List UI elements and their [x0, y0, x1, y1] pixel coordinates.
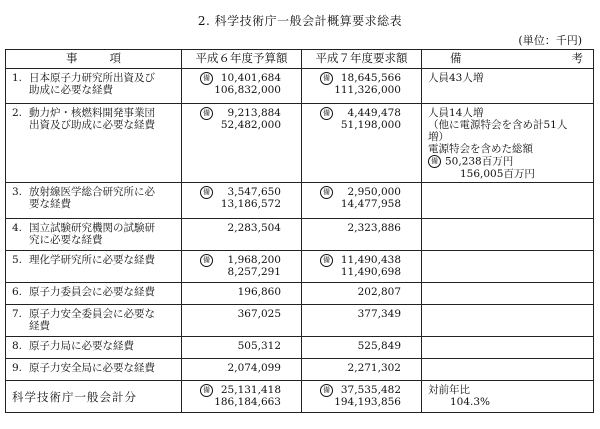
header-item: 事項	[6, 50, 182, 69]
item-text: 放射線医学総合研究所に必	[29, 186, 155, 198]
special-mark: 備	[320, 254, 333, 267]
special-mark: 備	[200, 254, 213, 267]
note-cell	[422, 104, 594, 183]
fy6-cell	[182, 251, 302, 283]
item-cell	[6, 69, 182, 104]
value: 186,184,663	[214, 396, 281, 408]
special-mark: 備	[200, 72, 213, 85]
value: 525,849	[357, 340, 401, 352]
value: 14,477,958	[340, 198, 401, 210]
fy7-cell	[302, 337, 422, 359]
value: 11,490,698	[340, 266, 401, 278]
value: 8,257,291	[227, 266, 281, 278]
item-text: 原子力委員会に必要な経費	[29, 286, 155, 298]
table-row	[6, 183, 594, 219]
note-cell	[422, 305, 594, 337]
item-text: 助成に必要な経費	[29, 84, 113, 96]
header-fy7: 平成７年度要求額	[302, 50, 422, 69]
row-number: 5.	[12, 254, 23, 266]
fy7-cell	[302, 183, 422, 219]
note-text: 人員14人増	[428, 107, 484, 119]
note-cell	[422, 183, 594, 219]
value: 106,832,000	[214, 84, 281, 96]
value: 111,326,000	[334, 84, 401, 96]
item-cell	[6, 305, 182, 337]
row-number: 7.	[12, 308, 23, 320]
table-row	[6, 337, 594, 359]
row-number: 2.	[12, 107, 23, 119]
note-text: 104.3%	[450, 396, 491, 408]
value: 9,213,884	[227, 107, 281, 119]
value: 202,807	[357, 286, 401, 298]
note-text: 電源特会を含めた総額	[428, 143, 533, 155]
row-number: 9.	[12, 362, 23, 374]
table-row	[6, 219, 594, 251]
note-text: 50,238百万円	[445, 155, 514, 168]
value: 194,193,856	[334, 396, 401, 408]
item-text: 動力炉・核燃料開発事業団	[29, 107, 155, 119]
note-text: 対前年比	[428, 384, 470, 396]
item-cell	[6, 359, 182, 381]
note-text: （他に電源特会を含め計51人	[428, 119, 568, 131]
item-text: 原子力局に必要な経費	[29, 340, 134, 352]
note-text: 156,005百万円	[460, 168, 535, 180]
value: 367,025	[237, 308, 281, 320]
value: 196,860	[237, 286, 281, 298]
value: 10,401,684	[220, 72, 281, 84]
table-row	[6, 359, 594, 381]
fy7-cell	[302, 251, 422, 283]
item-text: 要な経費	[29, 198, 71, 210]
item-text: 原子力安全委員会に必要な	[29, 308, 155, 320]
row-number: 4.	[12, 222, 23, 234]
fy6-cell	[182, 359, 302, 381]
note-cell	[422, 283, 594, 305]
note-cell	[422, 251, 594, 283]
special-mark: 備	[200, 107, 213, 120]
total-label: 科学技術庁一般会計分	[6, 381, 182, 413]
total-fy7-cell	[302, 381, 422, 413]
row-number: 6.	[12, 286, 23, 298]
value: 377,349	[357, 308, 401, 320]
total-note-cell	[422, 381, 594, 413]
budget-table	[5, 49, 594, 413]
value: 25,131,418	[220, 384, 281, 396]
table-row	[6, 283, 594, 305]
value: 51,198,000	[340, 119, 401, 131]
special-mark: 備	[320, 186, 333, 199]
note-text: 増）	[428, 131, 449, 143]
total-fy6-cell	[182, 381, 302, 413]
note-text: 人員43人増	[428, 72, 484, 84]
value: 11,490,438	[340, 254, 401, 266]
value: 3,547,650	[227, 186, 281, 198]
page-title: 2. 科学技術庁一般会計概算要求総表	[197, 14, 403, 28]
value: 18,645,566	[340, 72, 401, 84]
note-cell	[422, 69, 594, 104]
item-cell	[6, 337, 182, 359]
row-number: 8.	[12, 340, 23, 352]
fy7-cell	[302, 283, 422, 305]
value: 13,186,572	[220, 198, 281, 210]
special-mark: 備	[320, 107, 333, 120]
special-mark: 備	[200, 186, 213, 199]
item-cell	[6, 219, 182, 251]
fy7-cell	[302, 359, 422, 381]
item-cell	[6, 283, 182, 305]
note-cell	[422, 337, 594, 359]
fy6-cell	[182, 219, 302, 251]
fy7-cell	[302, 104, 422, 183]
row-number: 3.	[12, 186, 23, 198]
item-cell	[6, 183, 182, 219]
item-cell	[6, 104, 182, 183]
table-row	[6, 104, 594, 183]
header-fy6: 平成６年度予算額	[182, 50, 302, 69]
special-mark: 備	[320, 384, 333, 397]
table-row	[6, 251, 594, 283]
table-row	[6, 69, 594, 104]
item-text: 国立試験研究機関の試験研	[29, 222, 155, 234]
unit-label: (単位：千円)	[518, 34, 582, 47]
item-text: 理化学研究所に必要な経費	[29, 254, 155, 266]
item-cell	[6, 251, 182, 283]
fy6-cell	[182, 305, 302, 337]
fy6-cell	[182, 104, 302, 183]
value: 1,968,200	[227, 254, 281, 266]
fy7-cell	[302, 219, 422, 251]
item-text: 究に必要な経費	[29, 234, 103, 246]
total-row	[6, 381, 594, 413]
fy6-cell	[182, 337, 302, 359]
header-note-left: 備	[450, 51, 462, 65]
item-text: 原子力安全局に必要な経費	[29, 362, 155, 374]
item-text: 経費	[29, 320, 50, 332]
value: 2,950,000	[347, 186, 401, 198]
note-cell	[422, 219, 594, 251]
fy7-cell	[302, 69, 422, 104]
row-number: 1.	[12, 72, 23, 84]
value: 2,283,504	[227, 222, 281, 234]
special-mark: 備	[428, 155, 441, 168]
header-row	[6, 50, 594, 69]
fy6-cell	[182, 183, 302, 219]
value: 2,323,886	[347, 222, 401, 234]
header-note	[422, 50, 594, 69]
fy6-cell	[182, 69, 302, 104]
header-note-right: 考	[571, 51, 583, 65]
value: 37,535,482	[340, 384, 401, 396]
value: 2,271,302	[347, 362, 401, 374]
fy7-cell	[302, 305, 422, 337]
fy6-cell	[182, 283, 302, 305]
table-row	[6, 305, 594, 337]
note-cell	[422, 359, 594, 381]
value: 4,449,478	[347, 107, 401, 119]
item-text: 出資及び助成に必要な経費	[29, 119, 155, 131]
value: 2,074,099	[227, 362, 281, 374]
value: 52,482,000	[220, 119, 281, 131]
special-mark: 備	[200, 384, 213, 397]
item-text: 日本原子力研究所出資及び	[29, 72, 155, 84]
special-mark: 備	[320, 72, 333, 85]
value: 505,312	[237, 340, 281, 352]
